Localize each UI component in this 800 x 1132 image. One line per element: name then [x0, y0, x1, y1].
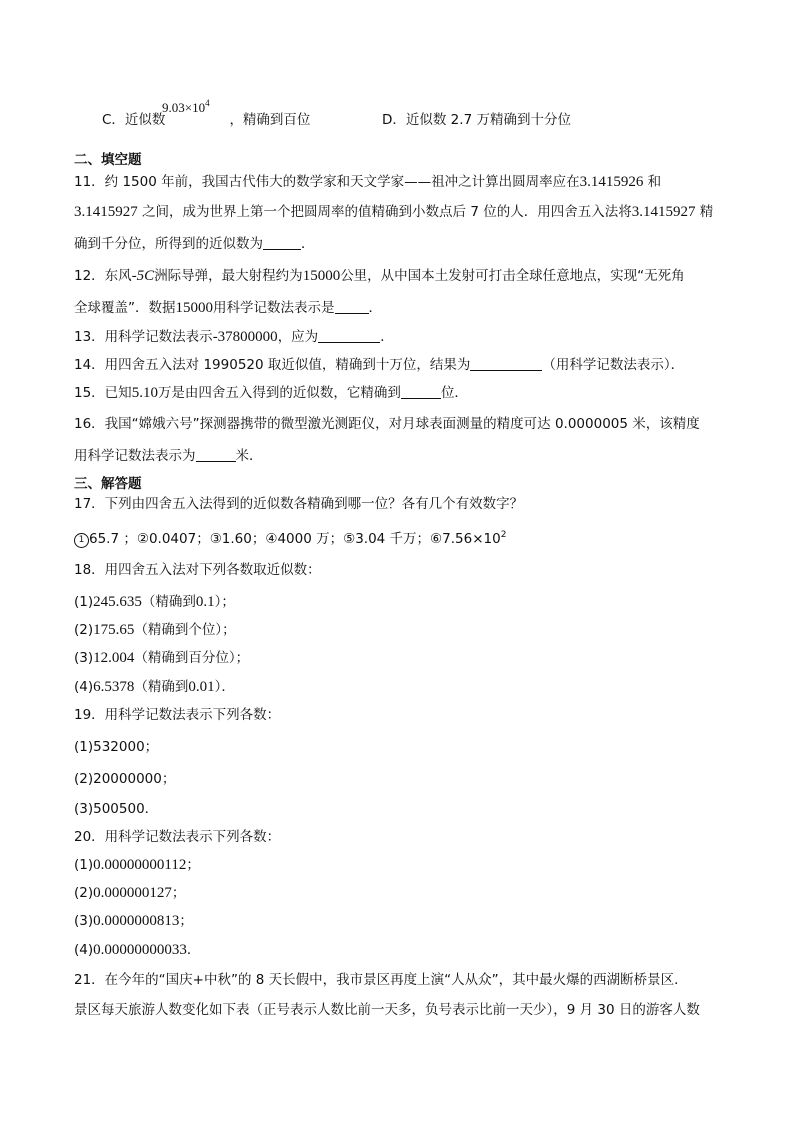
q11-text: 精 [695, 204, 714, 220]
q19-item-2: (2)20000000； [74, 771, 176, 787]
item-index: (1) [74, 857, 94, 873]
q17-exponent: 2 [500, 530, 507, 540]
q20-value: 0.00000000033 [93, 942, 187, 958]
item-index: (3) [74, 913, 94, 929]
q20-value: 0.00000000112 [93, 857, 187, 873]
q11-line2 [74, 202, 740, 222]
q13-text: ． [380, 329, 394, 345]
q18-text: ）； [214, 594, 235, 610]
q19-item-3: (3)500500． [74, 801, 159, 817]
q12-value: 15000 [302, 268, 341, 284]
q11-text: 11．约 1500 年前，我国古代伟大的数学家和天文学家——祖冲之计算出圆周率应在 [74, 174, 580, 190]
q18-title: 18．用四舍五入法对下列各数取近似数： [74, 562, 321, 578]
q15-text: 15．已知 [74, 385, 132, 401]
q16-text: 用科学记数法表示为 [74, 448, 196, 464]
q16-line2 [74, 446, 740, 466]
q12-text: 洲际导弹，最大射程约为 [154, 268, 303, 284]
q17-line2 [74, 525, 740, 549]
q12-text: 全球覆盖”．数据 [74, 300, 176, 316]
q18-value: 0.01 [188, 679, 215, 695]
q18-text: ）． [214, 679, 235, 695]
q19-item-1: (1)532000； [74, 739, 159, 755]
q13-value: -37800000 [212, 329, 278, 345]
q20-item-3 [74, 911, 740, 931]
item-index: (1) [74, 594, 94, 610]
q19-title: 19．用科学记数法表示下列各数： [74, 707, 281, 723]
q18-value: 175.65 [93, 622, 135, 638]
q20-title: 20．用科学记数法表示下列各数： [74, 829, 281, 845]
q20-item-1 [74, 855, 740, 875]
q21-line2: 景区每天旅游人数变化如下表（正号表示人数比前一天多，负号表示比前一天少），9 月 30 日的游客人数 [74, 1002, 700, 1018]
q18-item-1 [74, 592, 740, 612]
q12-value: 15000 [175, 300, 213, 316]
q17-line1: 17．下列由四舍五入法得到的近似数各精确到哪一位？各有几个有效数字？ [74, 496, 524, 512]
q20-text: ． [186, 942, 201, 958]
q11-line1 [74, 172, 740, 192]
q16-text: 米． [235, 448, 263, 464]
option-c-value: 9.03×10 [162, 100, 206, 115]
q20-item-4 [74, 940, 740, 960]
q17-text: 65.7 ；②0.0407；③1.60；④4000 万；⑤3.04 千万；⑥7.56×10 [89, 531, 501, 547]
q11-value: 3.1415927 [631, 204, 696, 220]
circled-number: 1 [74, 533, 89, 548]
q12-text: 公里，从中国本土发射可打击全球任意地点，实现“无死角 [340, 268, 685, 284]
q18-item-3 [74, 648, 740, 668]
q13-line [74, 327, 740, 347]
answer-blank[interactable] [335, 299, 369, 314]
q18-item-4 [74, 677, 740, 697]
answer-blank[interactable] [401, 384, 441, 399]
q12-text: ． [368, 300, 382, 316]
q12-line1 [74, 266, 740, 286]
q11-text: 和 [643, 174, 662, 190]
q18-value: 12.004 [93, 650, 135, 666]
q15-line [74, 383, 740, 403]
item-index: (4) [74, 942, 94, 958]
q20-text: ； [186, 857, 200, 873]
q15-text: 位． [440, 385, 468, 401]
q13-text: ，应为 [277, 329, 319, 345]
answer-blank[interactable] [263, 235, 301, 250]
q11-line3 [74, 234, 740, 254]
answer-blank[interactable] [470, 356, 542, 371]
option-d: D．近似数 2.7 万精确到十分位 [382, 112, 571, 128]
option-c-tail: ，精确到百位 [229, 112, 311, 128]
item-index: (2) [74, 622, 94, 638]
q18-text: （精确到 [134, 679, 189, 695]
q11-value: 3.1415926 [579, 174, 644, 190]
item-index: (3) [74, 650, 94, 666]
q20-value: 0.0000000813 [93, 913, 180, 929]
q15-text: 万是由四舍五入得到的近似数，它精确到 [157, 385, 401, 401]
q18-text: （精确到 [141, 594, 196, 610]
section-answer-title: 三、解答题 [74, 476, 142, 492]
q18-value: 0.1 [195, 594, 215, 610]
answer-blank[interactable] [318, 328, 380, 343]
q18-text: （精确到百分位）； [134, 650, 250, 666]
q11-value: 3.1415927 [74, 204, 138, 220]
q14-text: （用科学记数法表示）． [542, 357, 685, 373]
q11-text: ． [301, 236, 315, 252]
q20-value: 0.000000127 [93, 885, 172, 901]
q20-text: ； [171, 885, 186, 901]
item-index: (2) [74, 885, 94, 901]
q15-value: 5.10 [131, 385, 158, 401]
q21-line1: 21．在今年的“国庆+中秋”的 8 天长假中，我市景区再度上演“人从众”，其中最火爆的西湖断桥景区． [74, 972, 688, 988]
item-index: (4) [74, 679, 94, 695]
q18-value: 245.635 [93, 594, 142, 610]
q14-text: 14．用四舍五入法对 1990520 取近似值，精确到十万位，结果为 [74, 357, 471, 373]
q11-text: 确到千分位，所得到的近似数为 [74, 236, 263, 252]
option-c [102, 110, 310, 130]
q18-value: 6.5378 [93, 679, 135, 695]
q12-text: 12．东风 [74, 268, 132, 284]
q12-math: -5C [131, 268, 155, 284]
q12-line2 [74, 298, 740, 318]
q14-line [74, 355, 740, 375]
q20-item-2 [74, 883, 740, 903]
q12-text: 用科学记数法表示是 [213, 300, 335, 316]
q20-text: ； [179, 913, 193, 929]
q11-text: 之间，成为世界上第一个把圆周率的值精确到小数点后 7 位的人．用四舍五入法将 [137, 204, 632, 220]
section-fill-title: 二、填空题 [74, 152, 142, 168]
option-c-exponent: 4 [205, 98, 210, 108]
q16-line1: 16．我国“嫦娥六号”探测器携带的微型激光测距仪，对月球表面测量的精度可达 0.0000005 米，该精度 [74, 416, 700, 432]
option-c-label: C．近似数 [102, 112, 166, 128]
q18-text: （精确到个位）； [134, 622, 236, 638]
q13-text: 13．用科学记数法表示 [74, 329, 213, 345]
q18-item-2 [74, 620, 740, 640]
answer-blank[interactable] [196, 447, 236, 462]
